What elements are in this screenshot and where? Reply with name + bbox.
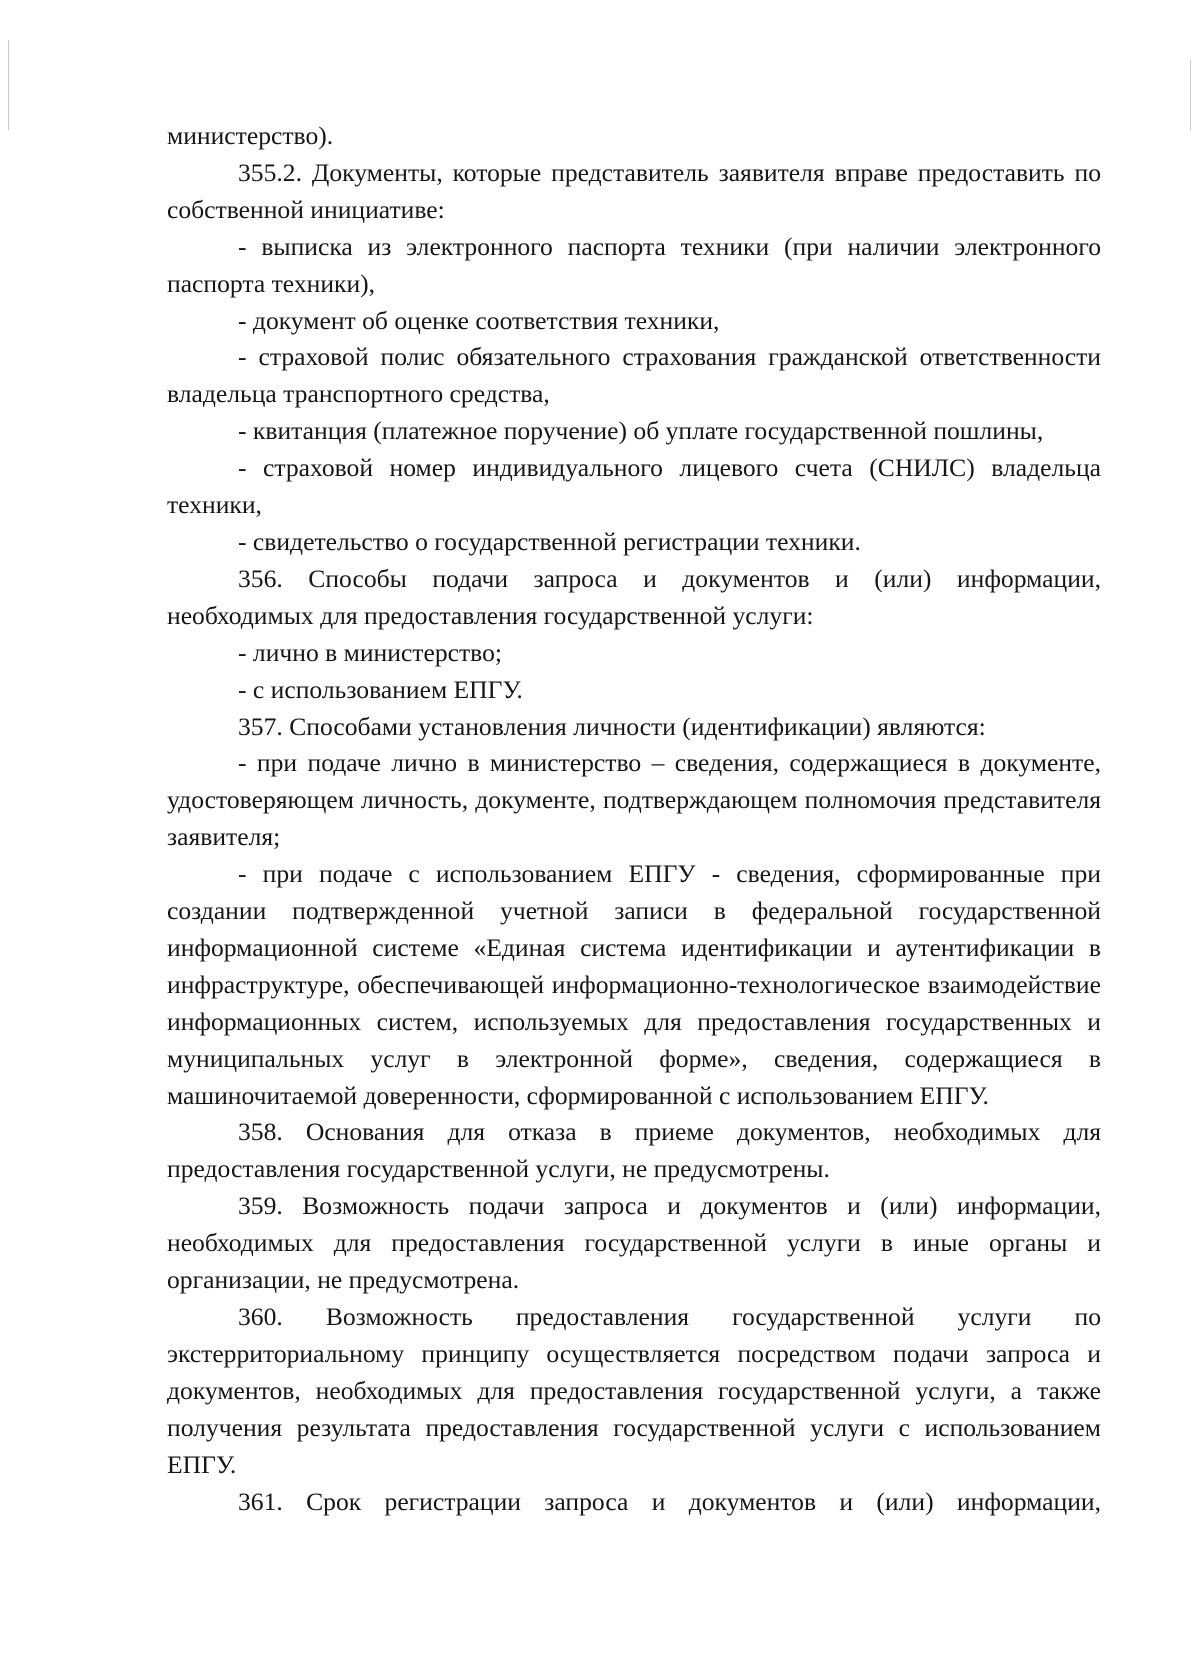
list-item: - свидетельство о государственной регистрации техники. [238,526,861,556]
list-item: - при подаче с использованием ЕПГУ - сведения, сформированные при создании подтвержденной учетной записи в федеральной государственной информационной системе «Единая система идентификации и аутентификации в инфраструктуре, обеспечивающей информационно-технологическое взаимодействие информационных систем, используемых для предоставления государственных и муниципальных услуг в электронной форме», сведения, содержащиеся в машиночитаемой доверенности, сформированной с использованием ЕПГУ. [167,859,1101,1110]
paragraph: министерство). [167,121,334,150]
list-item: - выписка из электронного паспорта техники (при наличии электронного паспорта техники), [167,231,1101,298]
paragraph: 361. Срок регистрации запроса и документов и (или) информации, [238,1486,1101,1516]
list-item: - лично в министерство; [238,637,502,667]
scan-edge-left [8,40,9,130]
list-item: - документ об оценке соответствия техники, [238,305,720,335]
paragraph: 356. Способы подачи запроса и документов и (или) информации, необходимых для предоставления государственной услуги: [167,563,1101,630]
list-item: - квитанция (платежное поручение) об уплате государственной пошлины, [238,416,1044,446]
scan-edge-right [1190,60,1191,130]
paragraph: 359. Возможность подачи запроса и документов и (или) информации, необходимых для предоставления государственной услуги в иные органы и организации, не предусмотрена. [167,1191,1101,1295]
paragraph: 358. Основания для отказа в приеме документов, необходимых для предоставления государственной услуги, не предусмотрены. [167,1117,1101,1184]
document-body [167,118,1101,1520]
list-item: - страховой полис обязательного страхования гражданской ответственности владельца транспортного средства, [167,342,1101,409]
paragraph: 360. Возможность предоставления государственной услуги по экстерриториальному принципу осуществляется посредством подачи запроса и документов, необходимых для предоставления государственной услуги, а также получения результата предоставления государственной услуги с использованием ЕПГУ. [167,1302,1101,1479]
list-item: - страховой номер индивидуального лицевого счета (СНИЛС) владельца техники, [167,453,1101,520]
paragraph: 355.2. Документы, которые представитель заявителя вправе предоставить по собственной инициативе: [167,157,1101,224]
paragraph: 357. Способами установления личности (идентификации) являются: [238,711,986,741]
list-item: - с использованием ЕПГУ. [238,674,523,704]
list-item: - при подаче лично в министерство – сведения, содержащиеся в документе, удостоверяющем личность, документе, подтверждающем полномочия представителя заявителя; [167,748,1101,852]
